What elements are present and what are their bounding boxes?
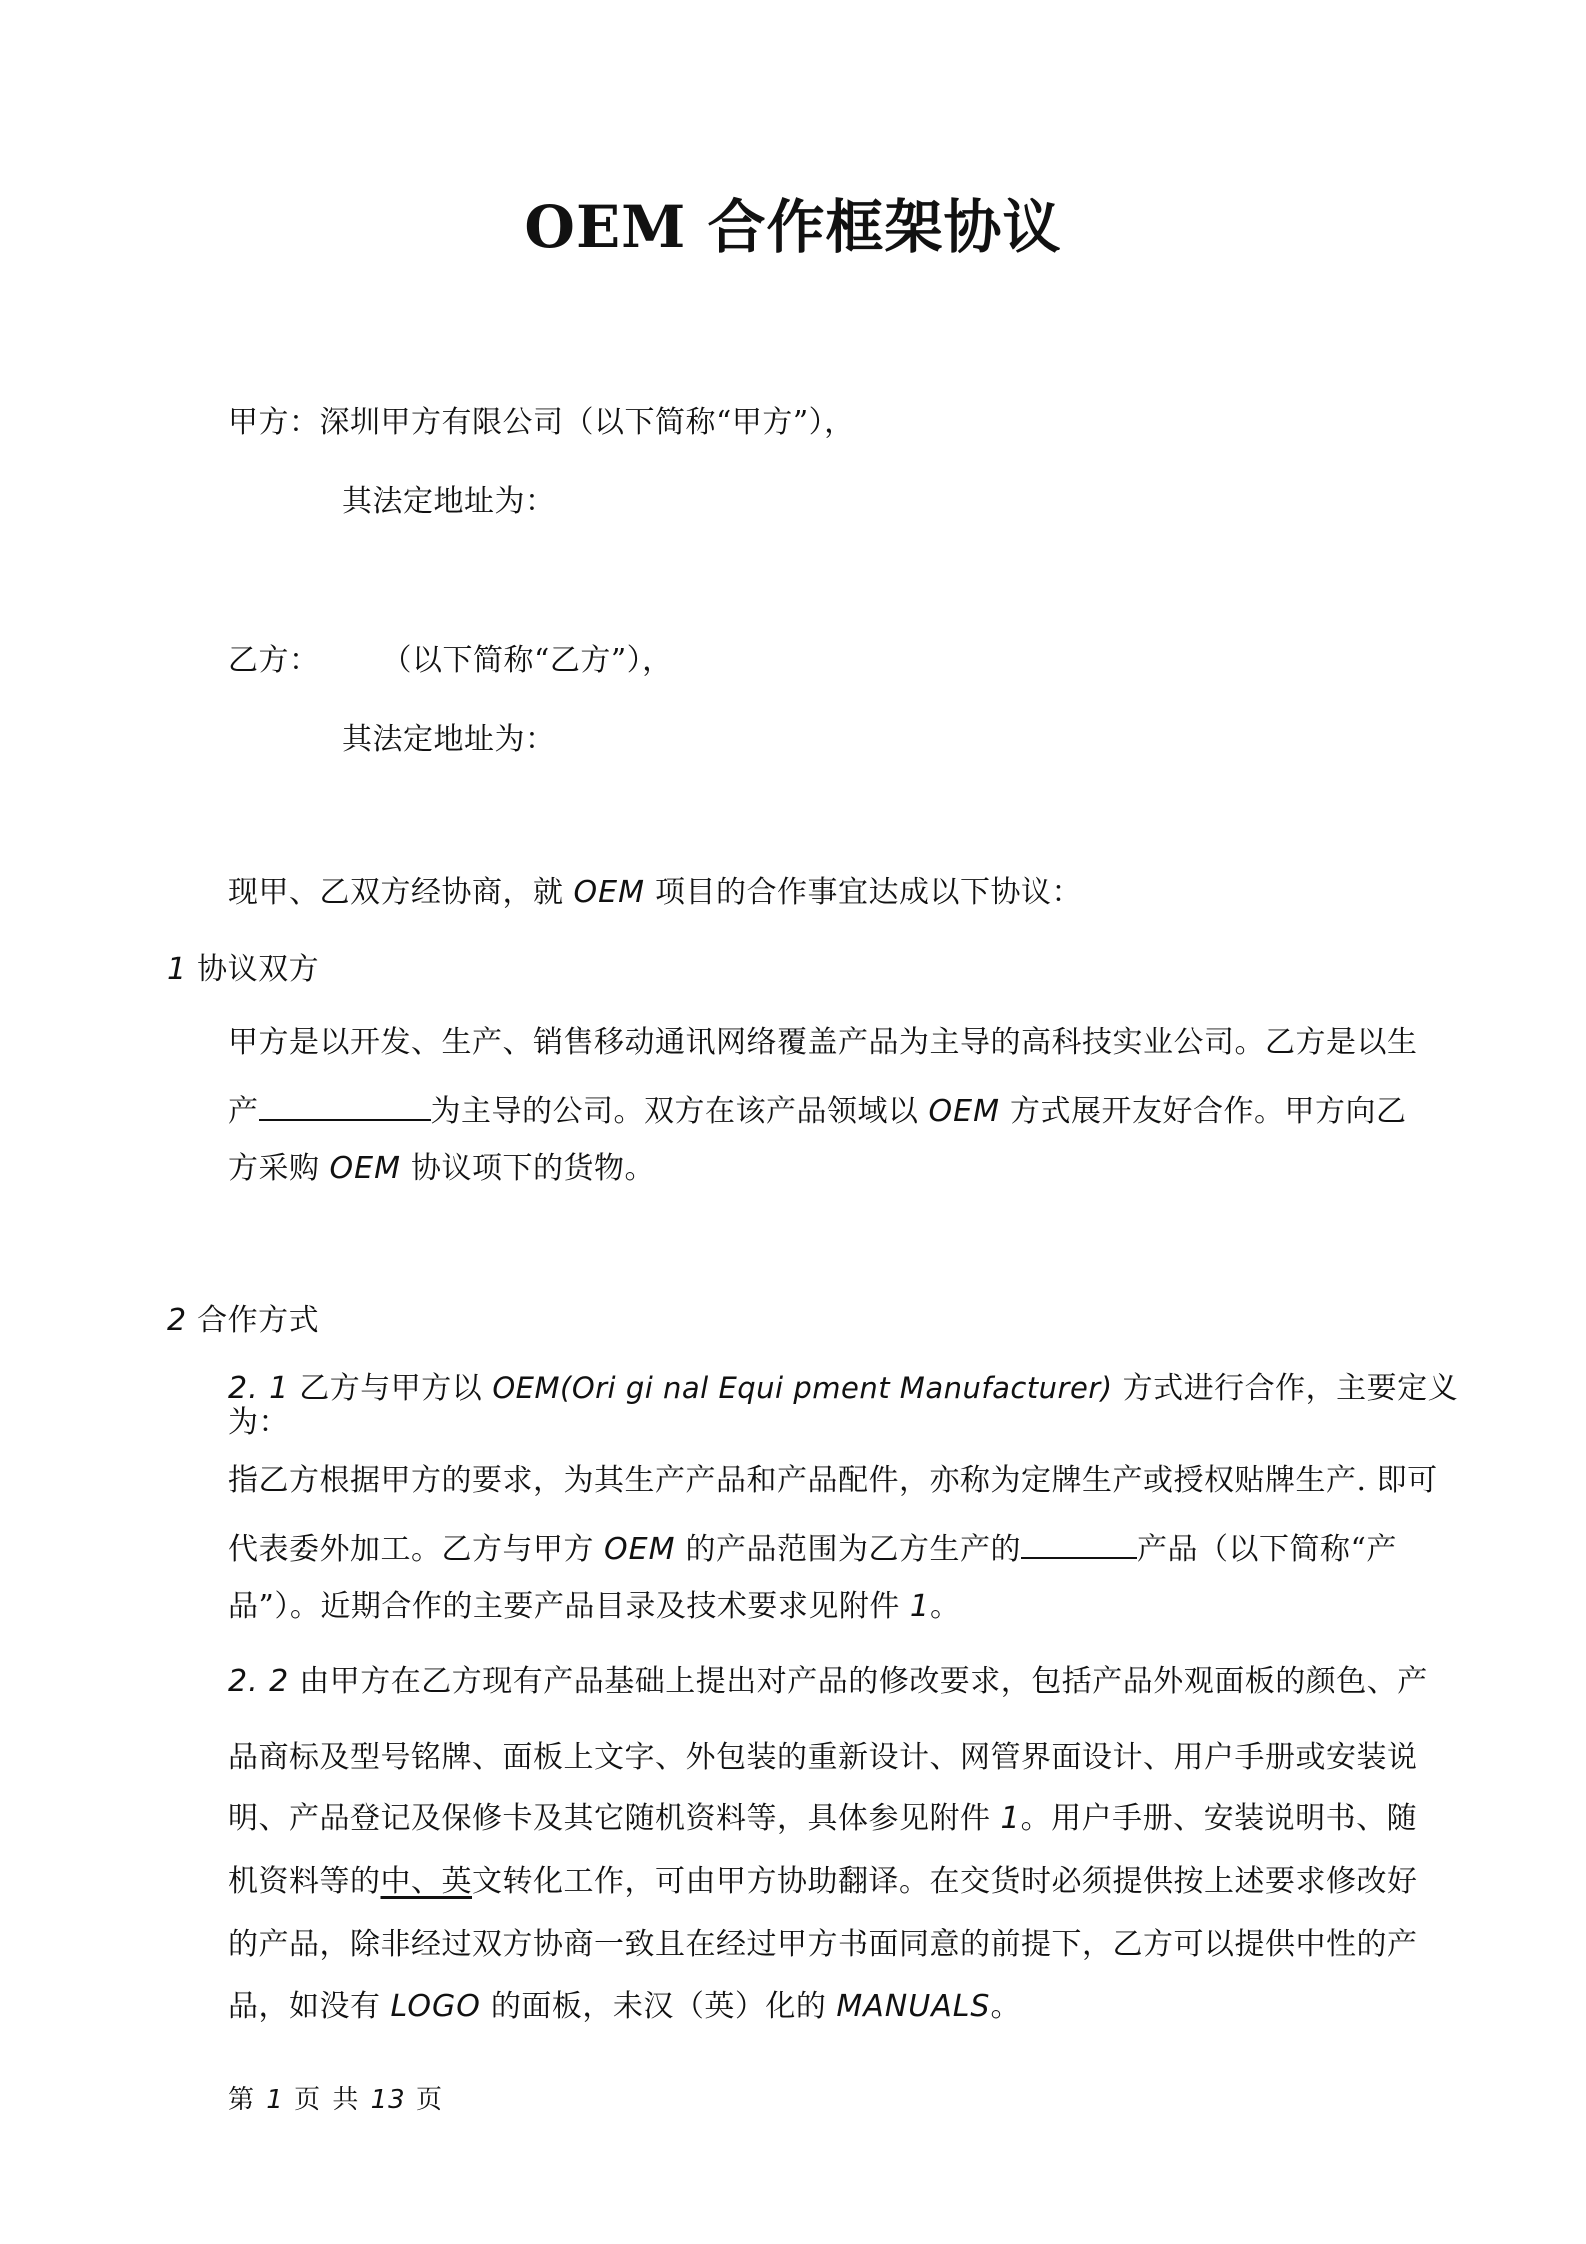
blank-product-field (259, 1091, 431, 1121)
party-a-line: 甲方：深圳甲方有限公司（以下简称“甲方”）， (228, 405, 855, 440)
blank-product-range-field (1021, 1529, 1137, 1559)
party-b-suffix: （以下简称“乙方”）， (381, 643, 673, 678)
party-b-prefix: 乙方： (228, 643, 320, 678)
page-footer: 第 1 页 共 13 页 (228, 2085, 444, 2115)
clause-2-1-line-2: 为： (228, 1405, 289, 1440)
document-title: OEM 合作框架协议 (524, 193, 1062, 261)
section-1-heading: 1 协议双方 (167, 952, 320, 987)
clause-2-1-line-4: 代表委外加工。乙方与甲方 OEM 的产品范围为乙方生产的 产品（以下简称“产 (228, 1529, 1397, 1565)
party-b-address: 其法定地址为： (342, 722, 556, 757)
clause-2-2-line-3: 明、产品登记及保修卡及其它随机资料等，具体参见附件 1。用户手册、安装说明书、随 (228, 1801, 1418, 1836)
party-b-line (228, 643, 673, 678)
section-2-heading: 2 合作方式 (167, 1303, 320, 1338)
section-1-line-3: 方采购 OEM 协议项下的货物。 (228, 1151, 656, 1186)
underlined-language-text: 中、英 (380, 1864, 472, 1899)
clause-2-1-line-1: 2. 1 乙方与甲方以 OEM(Ori gi nal Equi pment Manufacturer) 方式进行合作，主要定义 (228, 1371, 1459, 1406)
clause-2-2-line-4: 机资料等的中、英文转化工作，可由甲方协助翻译。在交货时必须提供按上述要求修改好 (228, 1864, 1418, 1899)
clause-2-2-line-1: 2. 2 由甲方在乙方现有产品基础上提出对产品的修改要求，包括产品外观面板的颜色、产 (228, 1664, 1428, 1699)
clause-2-1-line-5: 品”）。近期合作的主要产品目录及技术要求见附件 1。 (228, 1589, 961, 1624)
current-page-number: 1 (266, 2085, 284, 2115)
clause-2-2-line-2: 品商标及型号铭牌、面板上文字、外包装的重新设计、网管界面设计、用户手册或安装说 (228, 1740, 1418, 1775)
intro-paragraph: 现甲、乙双方经协商，就 OEM 项目的合作事宜达成以下协议： (228, 875, 1083, 910)
clause-2-2-line-5: 的产品，除非经过双方协商一致且在经过甲方书面同意的前提下，乙方可以提供中性的产 (228, 1927, 1418, 1962)
total-page-count: 13 (370, 2085, 406, 2115)
clause-2-2-line-6: 品，如没有 LOGO 的面板，未汉（英）化的 MANUALS。 (228, 1989, 1021, 2024)
clause-2-1-line-3: 指乙方根据甲方的要求，为其生产产品和产品配件，亦称为定牌生产或授权贴牌生产. 即可 (228, 1463, 1438, 1498)
section-1-line-1: 甲方是以开发、生产、销售移动通讯网络覆盖产品为主导的高科技实业公司。乙方是以生 (228, 1025, 1418, 1060)
party-a-address: 其法定地址为： (342, 484, 556, 519)
section-1-line-2: 产 为主导的公司。双方在该产品领域以 OEM 方式展开友好合作。甲方向乙 (228, 1091, 1407, 1127)
